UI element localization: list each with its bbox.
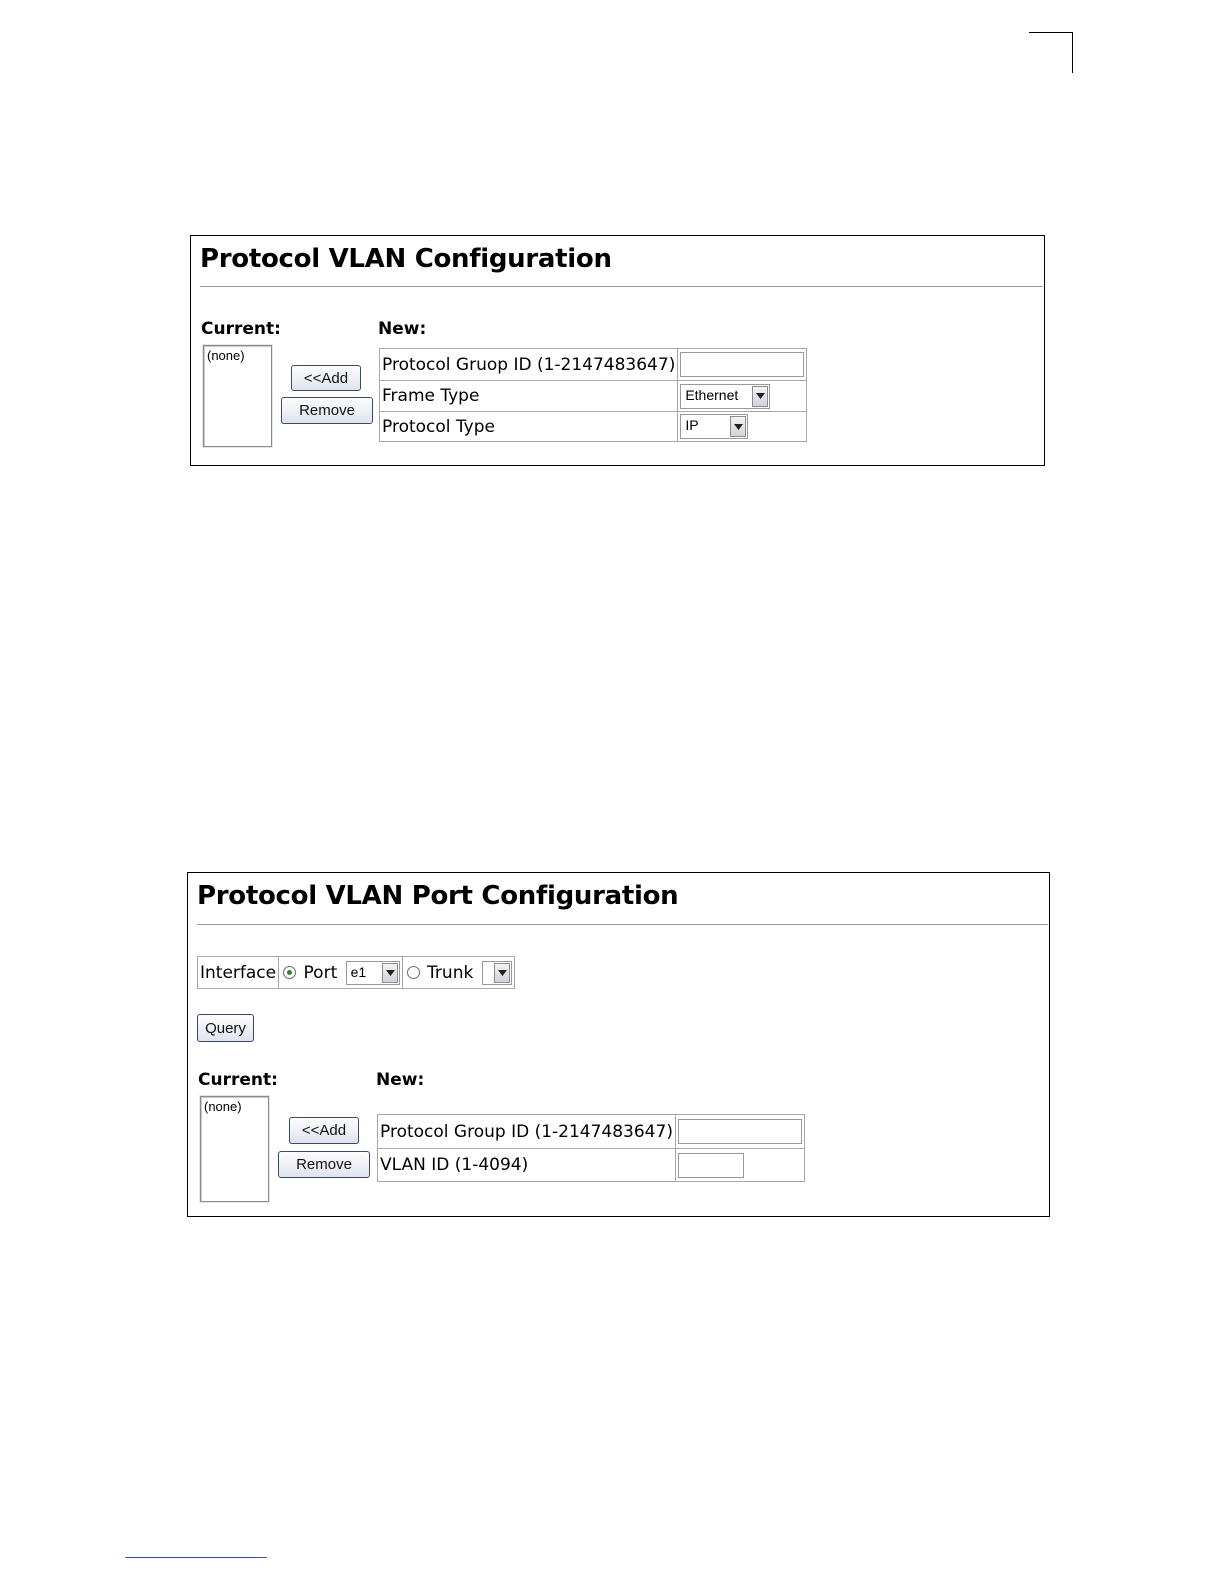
page-corner-mark-vertical: [1072, 32, 1073, 73]
protocol-type-value: IP: [685, 417, 699, 433]
current-label: Current:: [201, 319, 281, 339]
port-value: e1: [350, 963, 367, 980]
port-label: Port: [303, 962, 338, 983]
protocol-group-id-label: Protocol Gruop ID (1-2147483647): [380, 349, 678, 381]
table-row: [380, 412, 807, 442]
protocol-type-label: Protocol Type: [380, 412, 678, 442]
table-row: [378, 1149, 805, 1182]
protocol-group-id-input[interactable]: [680, 352, 804, 377]
trunk-select[interactable]: [482, 961, 512, 985]
interface-label: Interface: [198, 957, 279, 989]
vlan-id-input[interactable]: [678, 1153, 744, 1178]
interface-selector: [197, 956, 515, 989]
remove-button[interactable]: Remove: [281, 397, 373, 424]
query-button[interactable]: Query: [197, 1014, 254, 1042]
table-row: [378, 1115, 805, 1149]
current-label: Current:: [198, 1070, 278, 1090]
trunk-label: Trunk: [427, 962, 474, 983]
chevron-down-icon[interactable]: [494, 963, 510, 983]
frame-type-value: Ethernet: [685, 386, 739, 403]
frame-type-label: Frame Type: [380, 381, 678, 412]
list-item[interactable]: (none): [207, 348, 245, 363]
add-button[interactable]: <<Add: [291, 365, 361, 391]
list-item[interactable]: (none): [204, 1099, 242, 1114]
port-select[interactable]: [346, 961, 400, 985]
footer-link-underline: [125, 1557, 267, 1558]
page-corner-mark: [1029, 32, 1073, 33]
new-protocol-group-table: [379, 348, 807, 442]
chevron-down-icon[interactable]: [730, 416, 746, 437]
add-button[interactable]: <<Add: [289, 1117, 359, 1144]
chevron-down-icon[interactable]: [382, 963, 398, 983]
frame-type-select[interactable]: [680, 384, 770, 409]
chevron-down-icon[interactable]: [752, 386, 768, 407]
port-radio[interactable]: [283, 966, 296, 979]
new-label: New:: [376, 1070, 425, 1090]
current-protocol-groups-list[interactable]: [200, 1096, 269, 1202]
new-port-mapping-table: [377, 1114, 805, 1182]
protocol-vlan-configuration-panel: [190, 235, 1045, 466]
protocol-group-id-label: Protocol Group ID (1-2147483647): [378, 1115, 676, 1149]
table-row: [380, 381, 807, 412]
protocol-group-id-input[interactable]: [678, 1119, 802, 1144]
page-title: Protocol VLAN Port Configuration: [197, 881, 679, 911]
table-row: [380, 349, 807, 381]
protocol-type-select[interactable]: [680, 414, 748, 439]
protocol-vlan-port-configuration-panel: [187, 872, 1050, 1217]
trunk-radio[interactable]: [407, 966, 420, 979]
vlan-id-label: VLAN ID (1-4094): [378, 1149, 676, 1182]
current-protocol-groups-list[interactable]: [203, 345, 272, 447]
title-divider: [200, 286, 1043, 287]
title-divider: [197, 924, 1048, 925]
page-title: Protocol VLAN Configuration: [200, 244, 612, 274]
remove-button[interactable]: Remove: [278, 1151, 370, 1178]
new-label: New:: [378, 319, 427, 339]
